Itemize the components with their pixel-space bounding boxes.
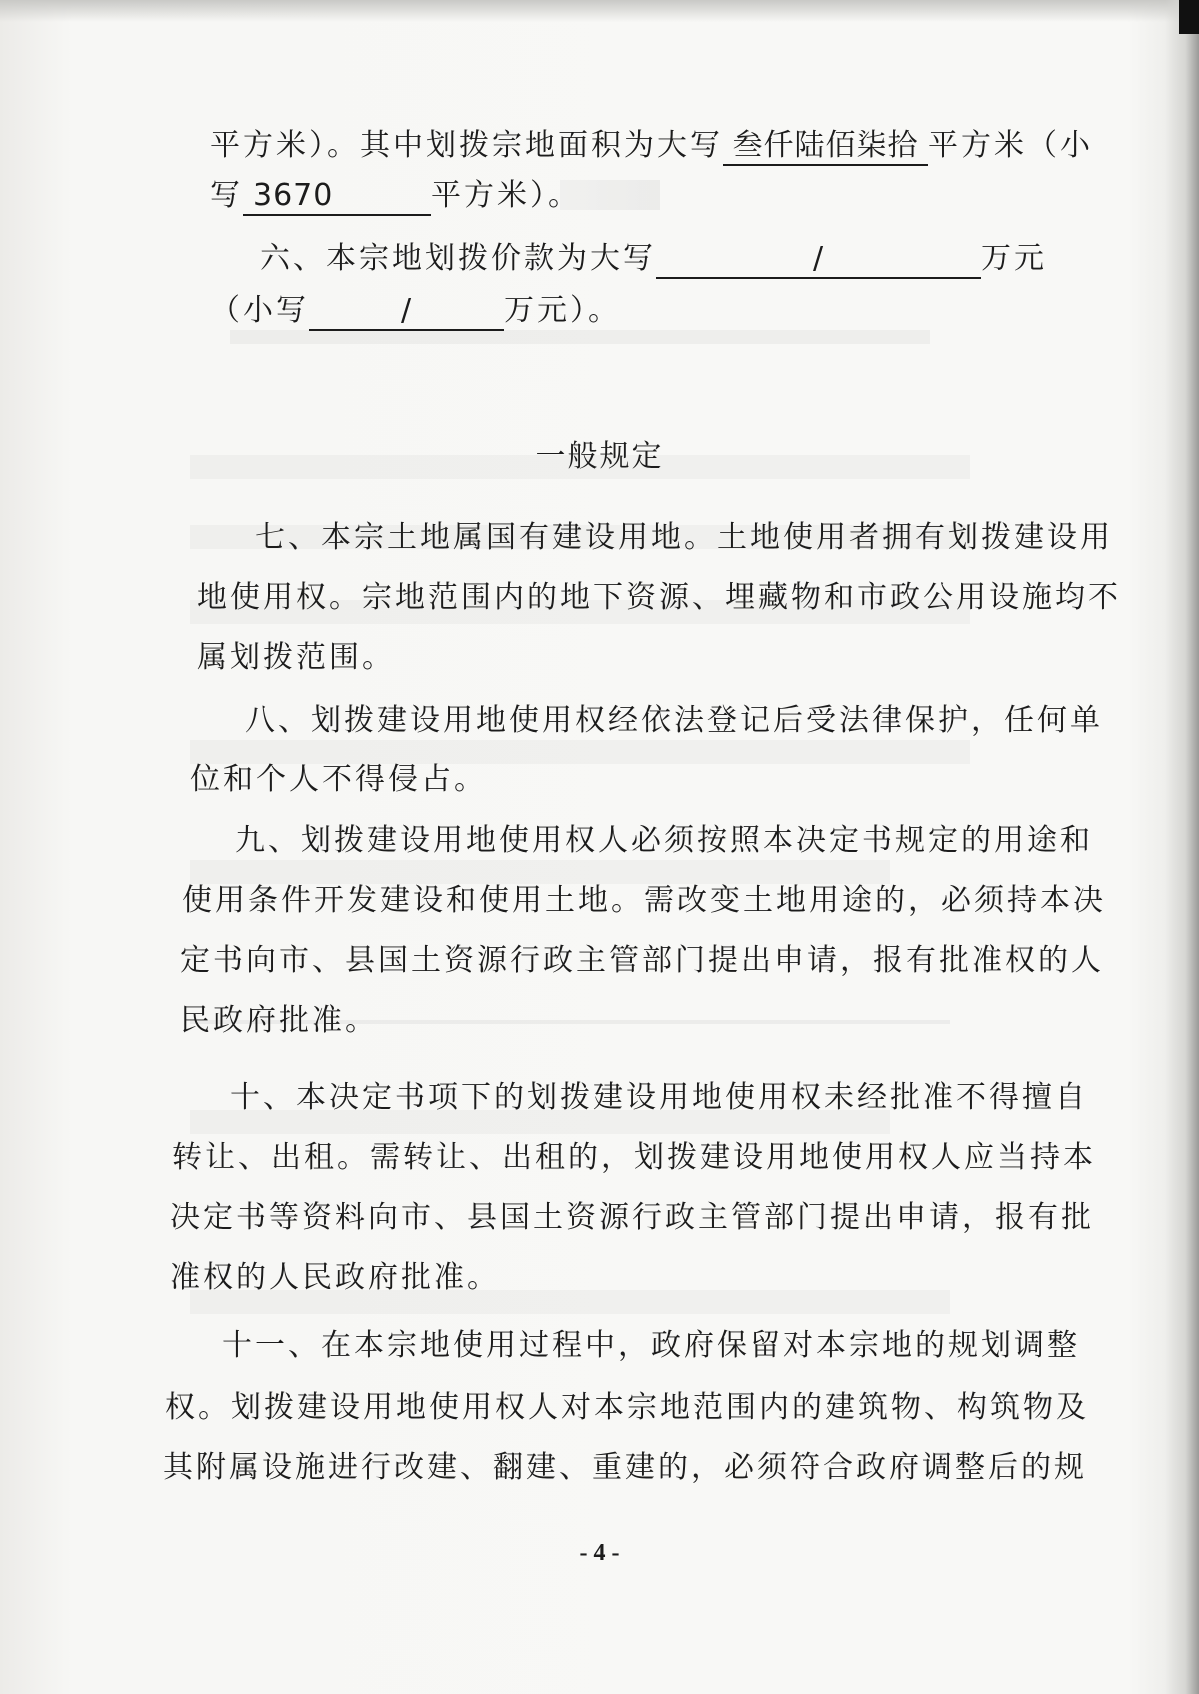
price-line [260, 233, 1047, 279]
price-number-before: （小写 [210, 293, 309, 328]
clause-7-line-2: 地使用权。宗地范围内的地下资源、埋藏物和市政公用设施均不 [197, 580, 1121, 615]
area-number-before: 写 [210, 178, 243, 213]
area-line [210, 120, 1093, 166]
area-number-after: 平方米）。 [431, 178, 581, 213]
clause-10-line-1: 十、本决定书项下的划拨建设用地使用权未经批准不得擅自 [230, 1080, 1088, 1115]
area-chinese-field: 叁仟陆佰柒拾 [723, 129, 928, 166]
area-number-field: 3670 [243, 179, 431, 216]
area-line-before: 平方米）。其中划拨宗地面积为大写 [210, 128, 723, 163]
scan-right-edge [1165, 0, 1199, 1694]
price-number-after: 万元）。 [504, 293, 621, 328]
clause-11-line-2: 权。划拨建设用地使用权人对本宗地范围内的建筑物、构筑物及 [165, 1390, 1089, 1425]
price-line-after: 万元 [981, 241, 1047, 276]
section-heading: 一般规定 [535, 439, 664, 474]
scan-corner [1179, 0, 1199, 34]
price-chinese-field: / [656, 242, 981, 279]
price-line-before: 六、本宗地划拨价款为大写 [260, 241, 656, 276]
clause-11-line-1: 十一、在本宗地使用过程中，政府保留对本宗地的规划调整 [222, 1328, 1080, 1363]
clause-10-line-4: 准权的人民政府批准。 [170, 1260, 500, 1295]
clause-7-line-1: 七、本宗土地属国有建设用地。土地使用者拥有划拨建设用 [255, 520, 1113, 555]
clause-9-line-1: 九、划拨建设用地使用权人必须按照本决定书规定的用途和 [235, 823, 1093, 858]
clause-8-line-2: 位和个人不得侵占。 [190, 762, 487, 797]
area-line-after: 平方米（小 [928, 128, 1093, 163]
clause-7-line-3: 属划拨范围。 [197, 640, 395, 675]
clause-10-line-2: 转让、出租。需转让、出租的，划拨建设用地使用权人应当持本 [172, 1140, 1096, 1175]
bleed-through-block [230, 330, 930, 344]
price-number-field: / [309, 294, 504, 331]
clause-10-line-3: 决定书等资料向市、县国土资源行政主管部门提出申请，报有批 [170, 1200, 1094, 1235]
area-number-line [210, 170, 581, 216]
price-number-line [210, 285, 621, 331]
page-number: - 4 - [579, 1540, 620, 1566]
clause-11-line-3: 其附属设施进行改建、翻建、重建的，必须符合政府调整后的规 [163, 1450, 1087, 1485]
clause-9-line-3: 定书向市、县国土资源行政主管部门提出申请，报有批准权的人 [180, 943, 1104, 978]
clause-9-line-4: 民政府批准。 [180, 1003, 378, 1038]
clause-9-line-2: 使用条件开发建设和使用土地。需改变土地用途的，必须持本决 [182, 883, 1106, 918]
clause-8-line-1: 八、划拨建设用地使用权经依法登记后受法律保护，任何单 [245, 703, 1103, 738]
scan-top-shadow [0, 0, 1199, 22]
